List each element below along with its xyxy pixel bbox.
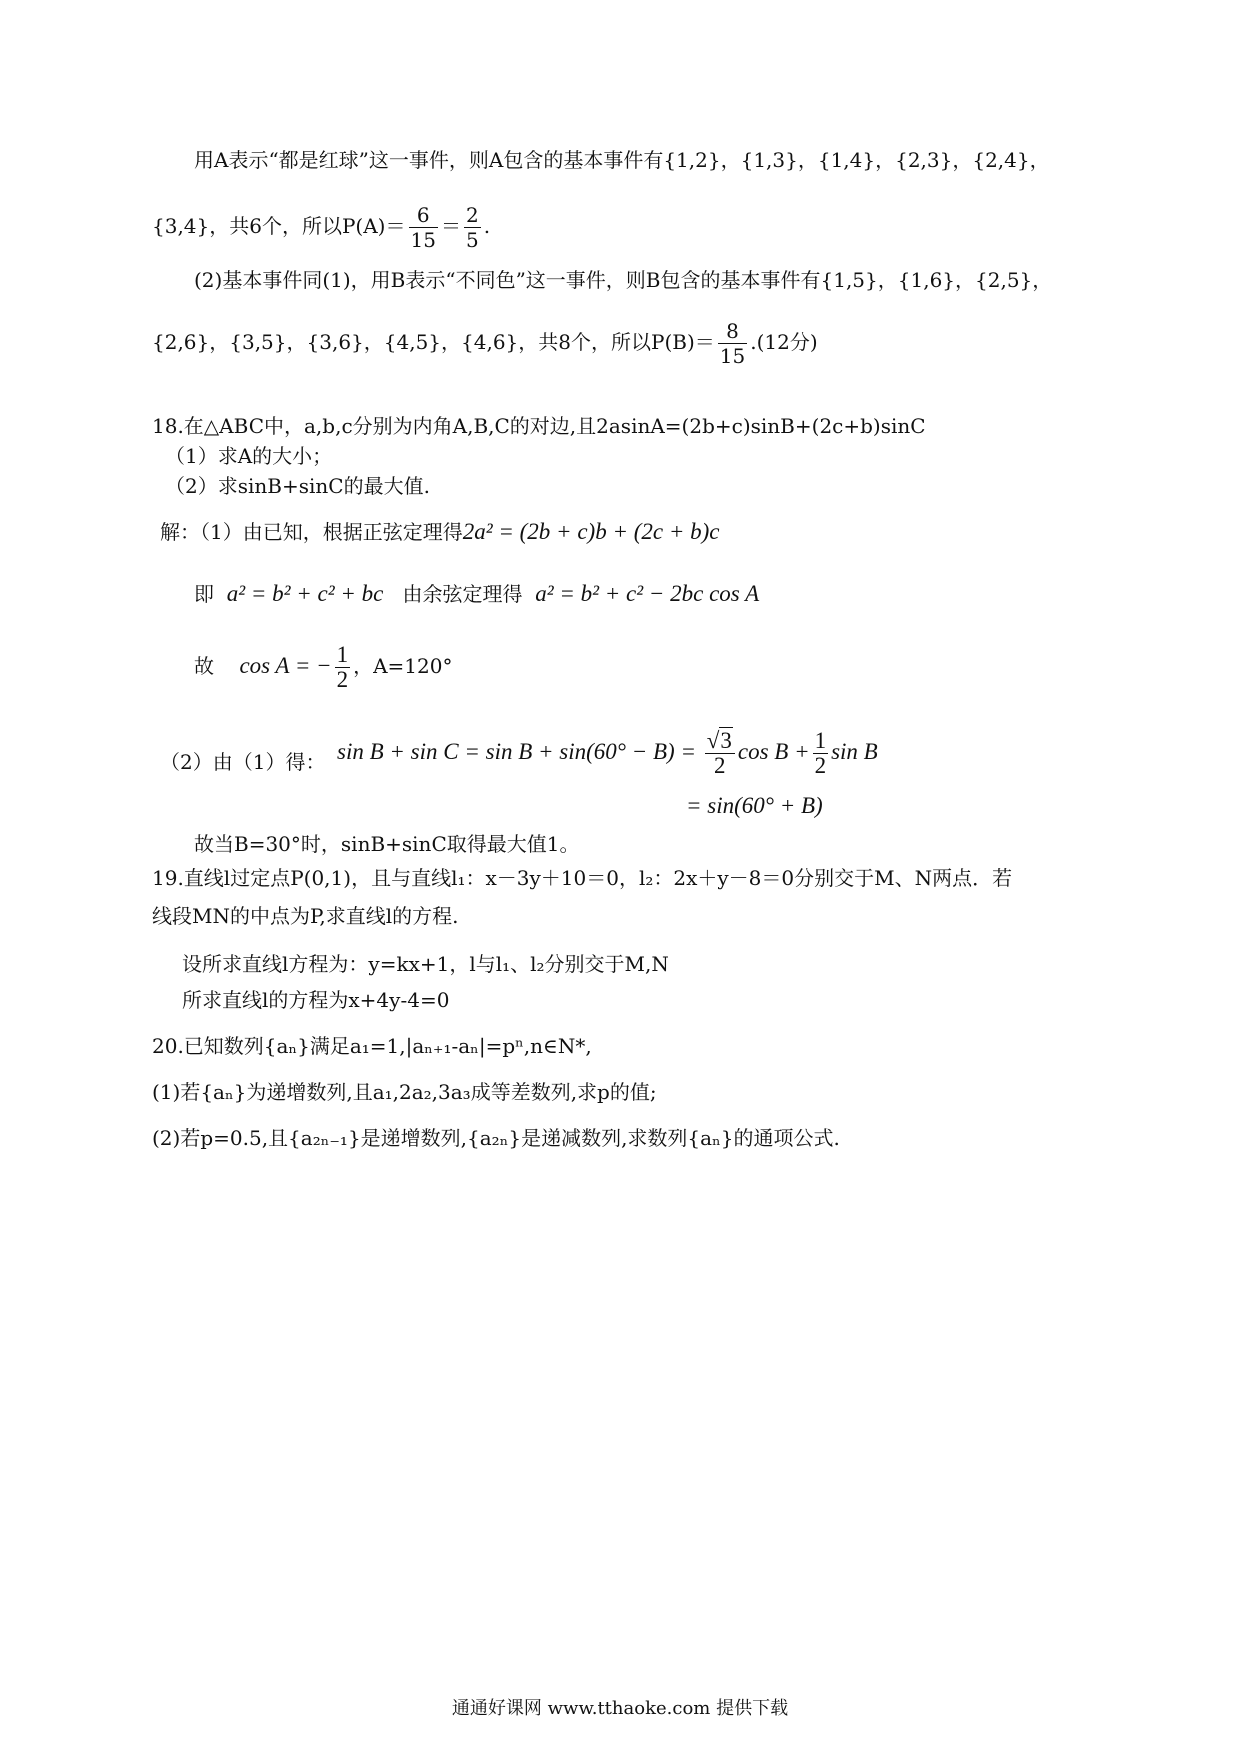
q19-solution-line2: 所求直线l的方程为x+4y-4=0 [182,988,450,1012]
q17-b-event-line: (2)基本事件同(1)，用B表示“不同色”这一事件，则B包含的基本事件有{1,5}，{1,6}，{2,5}， [194,268,1053,292]
q17-b-fraction: $\frac{8}{15}$ [719,319,746,368]
q18-half-fraction: $\frac{1}{2}$ [336,642,349,692]
q20-stem: 20.已知数列{aₙ}满足a₁=1,|aₙ₊₁-aₙ|=pⁿ,n∈N*, [152,1034,592,1058]
q20-part1: (1)若{aₙ}为递增数列,且a₁,2a₂,3a₃成等差数列,求p的值; [152,1080,657,1104]
q18-cosine-law-equation: a² = b² + c² − 2bc cos A [535,581,760,606]
q19-stem-line1: 19.直线l过定点P(0,1)，且与直线l₁：x－3y＋10＝0，l₂：2x＋y－8＝0分别交于M、N两点．若 [152,866,1013,890]
q17-b-probability-line [152,312,818,372]
square-root-symbol: √3 [706,728,732,754]
q18-solution-step3: 故 cos A = − $\frac{1}{2}$ ，A=120° [194,642,453,692]
q17-a-equals: ＝ [440,214,461,238]
q19-solution-line1: 设所求直线l方程为：y=kx+1，l与l₁、l₂分别交于M,N [182,952,669,976]
q18-one-half: $\frac{1}{2}$ [814,728,827,779]
q17-b-total-prefix: {2,6}，{3,5}，{3,6}，{4,5}，{4,6}，共8个，所以P(B)＝ [152,330,715,354]
q18-solution-step1: 解：（1）由已知，根据正弦定理得2a² = (2b + c)b + (2c + b)c [160,519,720,544]
q18-part2: （2）求sinB+sinC的最大值. [165,474,430,498]
q18-sine-law-equation: 2a² = (2b + c)b + (2c + b)c [462,519,720,544]
q17-b-score: .(12分) [750,330,818,354]
q18-part1: （1）求A的大小； [165,444,333,468]
q17-a-fraction-2: $\frac{2}{5}$ [465,203,479,252]
q18-sqrt3-over-2: $\frac{√3}{2}$ [705,729,735,778]
page-footer: 通通好课网 www.tthaoke.com 提供下载 [451,1698,789,1719]
q18-conclusion: 故当B=30°时，sinB+sinC取得最大值1。 [194,832,580,856]
q18-solution-step2: 即 a² = b² + c² + bc 由余弦定理得 a² = b² + c² − 2bc cos A [194,581,760,606]
q20-part2: (2)若p=0.5,且{a₂ₙ₋₁}是递增数列,{a₂ₙ}是递减数列,求数列{aₙ}的通项公式. [152,1126,840,1150]
q19-stem-line2: 线段MN的中点为P,求直线l的方程. [152,904,459,928]
q18-solution-step4-line2: = sin(60° + B) [686,793,823,818]
q17-a-event-line: 用A表示“都是红球”这一事件，则A包含的基本事件有{1,2}，{1,3}，{1,4}，{2,3}，{2,4}， [194,148,1050,172]
q17-a-total-prefix: {3,4}，共6个，所以P(A)＝ [152,214,406,238]
q18-stem: 18.在△ABC中，a,b,c分别为内角A,B,C的对边,且2asinA=(2b+c)sinB+(2c+b)sinC [152,414,926,438]
q18-derived-equation: a² = b² + c² + bc [226,581,384,606]
q18-solution-step4-equation: sin B + sin C = sin B + sin(60° − B) = $\frac{√3}{2}$ cos B + $\frac{1}{2}$ sin B [337,728,878,779]
q18-solution-step4-label: （2）由（1）得： [160,750,326,774]
q17-a-fraction-1: $\frac{6}{15}$ [410,203,436,252]
q17-a-probability-line: {3,4}，共6个，所以P(A)＝ $\frac{6}{15}$ ＝ $\frac{2}{5}$ . [152,203,491,252]
